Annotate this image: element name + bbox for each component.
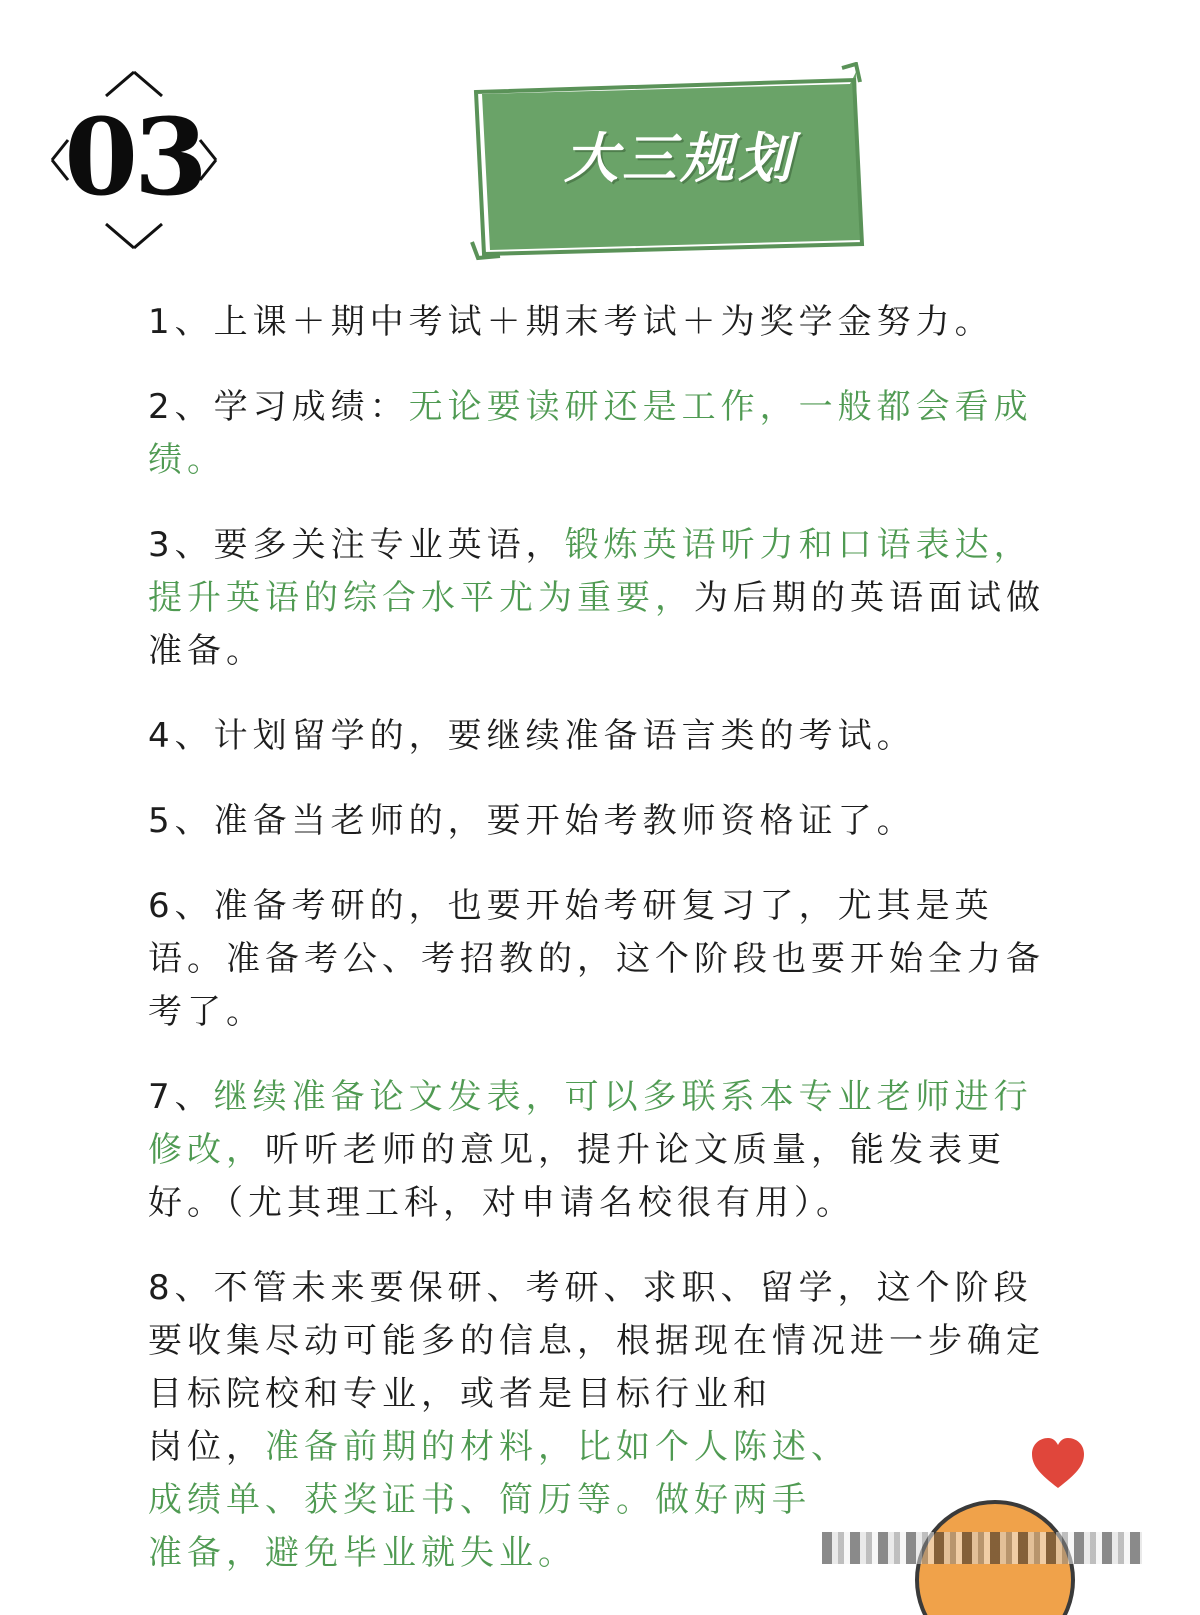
heart-icon — [1030, 1438, 1086, 1490]
plan-item-7 — [148, 1071, 1048, 1230]
title-plaque — [470, 62, 890, 262]
body-text: 1、上课＋期中考试＋期末考试＋为奖学金努力。 — [148, 302, 994, 342]
body-text: 4、计划留学的，要继续准备语言类的考试。 — [148, 716, 916, 756]
section-number-badge — [44, 68, 224, 252]
body-text: 2、学习成绩： — [148, 387, 409, 427]
highlight-text: 准备前期的材料，比如个人陈述、 成绩单、获奖证书、简历等。做好两手 准备，避免毕业就失业。 — [148, 1427, 850, 1573]
body-text: 7、 — [148, 1077, 214, 1117]
body-text: 8、不管未来要保研、考研、求职、留学，这个阶段要收集尽动可能多的信息，根据现在情况进一步确定目标院校和专业，或者是目标行业和 岗位， — [148, 1268, 1045, 1467]
plan-item-5 — [148, 795, 1048, 848]
plan-list — [148, 296, 1048, 1612]
plan-item-6 — [148, 880, 1048, 1039]
body-text: 听听老师的意见，提升论文质量，能发表更好。（尤其理工科，对申请名校很有用）。 — [148, 1130, 1006, 1223]
highlight-text: 无论要读研还是工作，一般都会看成绩。 — [148, 387, 1033, 480]
plan-item-1 — [148, 296, 1048, 349]
body-text: 6、准备考研的，也要开始考研复习了，尤其是英语。准备考公、考招教的，这个阶段也要开始全力备考了。 — [148, 886, 1045, 1032]
highlight-text: 锻炼英语听力和口语表达，提升英语的综合水平尤为重要， — [148, 525, 1033, 618]
body-text: 3、要多关注专业英语， — [148, 525, 565, 565]
highlight-text: 继续准备论文发表，可以多联系本专业老师进行修改， — [148, 1077, 1033, 1170]
page-title: 大三规划 — [564, 127, 796, 190]
plan-item-2 — [148, 381, 1048, 487]
plan-item-3 — [148, 519, 1048, 678]
watermark — [822, 1532, 1142, 1564]
section-number: 03 — [64, 94, 204, 219]
body-text: 5、准备当老师的，要开始考教师资格证了。 — [148, 801, 916, 841]
body-text: 为后期的英语面试做准备。 — [148, 578, 1045, 671]
plan-item-4 — [148, 710, 1048, 763]
